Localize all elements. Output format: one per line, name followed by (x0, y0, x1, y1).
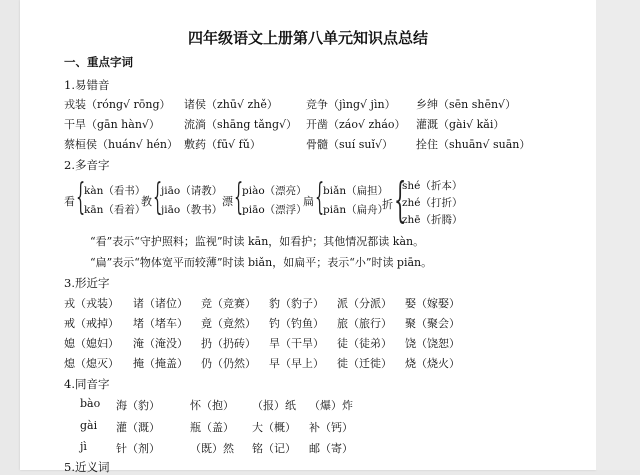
word-item: 钓（钓鱼） (269, 317, 324, 330)
word-item: 扔（扔砖） (201, 337, 256, 350)
word-item: 流淌（shāng tǎng√） (184, 118, 298, 131)
brace-icon: { (315, 177, 325, 218)
word-item: 仍（仍然） (201, 357, 256, 370)
table-row (20, 355, 596, 373)
note-text: “看”表示“守护照料；监视”时读 kān，如看护；其他情况都读 kàn。 (90, 235, 425, 248)
polyphone-group (64, 177, 144, 225)
word-item: 补（钙） (309, 421, 353, 434)
word-item: 堵（堵车） (133, 317, 188, 330)
word-item: （爆）炸 (309, 399, 353, 412)
pinyin-line: kān（看着） (84, 204, 146, 216)
polyphone-group (141, 177, 225, 225)
word-item: 瓶（盖） (190, 421, 234, 434)
word-item: 竞争（jìng√ jìn） (306, 98, 396, 111)
viewer-background (596, 0, 640, 470)
word-item: 娶（嫁娶） (405, 297, 460, 310)
page-title: 四年级语文上册第八单元知识点总结 (187, 29, 428, 47)
table-row (20, 96, 596, 114)
word-item: 敷药（fū√ fǔ） (184, 138, 261, 151)
word-item: 戎装（róng√ rōng） (64, 98, 171, 111)
table-row (20, 295, 596, 313)
polyphone-char: 看 (64, 195, 75, 208)
brace-icon: { (394, 172, 407, 228)
word-item: 旱（干旱） (269, 337, 324, 350)
polyphone-char: 折 (382, 198, 393, 211)
word-item: 戎（戎装） (64, 297, 119, 310)
subheading-xingjin: 3.形近字 (64, 276, 110, 290)
word-item: 邮（寄） (309, 442, 353, 455)
word-item: 熄（熄灭） (64, 357, 119, 370)
polyphone-group (222, 177, 306, 225)
word-item: 掩（掩盖） (133, 357, 188, 370)
word-item: 淹（淹没） (133, 337, 188, 350)
word-item: 诸侯（zhū√ zhě） (184, 98, 278, 111)
pinyin-line: piào（漂亮） (242, 185, 307, 197)
pinyin-line: biǎn（扁担） (323, 185, 389, 197)
word-item: 媳（媳妇） (64, 337, 119, 350)
pinyin-line: kàn（看书） (84, 185, 146, 197)
pinyin-label: jì (80, 440, 87, 453)
word-item: 灌溉（gài√ kǎi） (416, 118, 505, 131)
word-item: 开凿（záo√ zháo） (306, 118, 406, 131)
subheading-tongyin: 4.同音字 (64, 377, 110, 391)
table-row (20, 440, 596, 458)
word-item: 徙（迁徙） (337, 357, 392, 370)
word-item: 怀（抱） (190, 399, 234, 412)
brace-icon: { (234, 177, 244, 218)
word-item: 聚（聚会） (405, 317, 460, 330)
word-item: 骨髓（suí suǐ√） (306, 138, 394, 151)
word-item: 竟（竟然） (201, 317, 256, 330)
word-item: 戒（戒掉） (64, 317, 119, 330)
pinyin-line: jiāo（请教） (161, 185, 223, 197)
word-item: 徒（徒弟） (337, 337, 392, 350)
brace-icon: { (76, 177, 86, 218)
word-item: 早（早上） (269, 357, 324, 370)
table-row (20, 419, 596, 437)
word-item: 旅（旅行） (337, 317, 392, 330)
subheading-jinyi: 5.近义词 (64, 460, 110, 474)
subheading-duoyin: 2.多音字 (64, 158, 110, 172)
word-item: 豹（豹子） (269, 297, 324, 310)
polyphone-group (382, 174, 482, 230)
word-item: 诸（诸位） (133, 297, 188, 310)
pinyin-line: piān（扁舟） (323, 204, 389, 216)
word-item: 铭（记） (252, 442, 296, 455)
pinyin-line: piāo（漂浮） (242, 204, 307, 216)
table-row (20, 315, 596, 333)
pinyin-line: zhé（打折） (402, 197, 463, 209)
word-item: 拴住（shuān√ suān） (416, 138, 531, 151)
word-item: 烧（烧火） (405, 357, 460, 370)
word-item: 干旱（gān hàn√） (64, 118, 160, 131)
word-item: 乡绅（sēn shēn√） (416, 98, 517, 111)
table-row (20, 335, 596, 353)
word-item: 竞（竞赛） (201, 297, 256, 310)
polyphone-char: 漂 (222, 195, 233, 208)
word-item: 针（剂） (116, 442, 160, 455)
word-item: 饶（饶恕） (405, 337, 460, 350)
pinyin-line: jiāo（教书） (161, 204, 223, 216)
table-row (20, 397, 596, 415)
pinyin-line: zhē（折腾） (402, 214, 463, 226)
document-page (20, 0, 596, 474)
pinyin-line: shé（折本） (402, 180, 463, 192)
table-row (20, 136, 596, 154)
word-item: 蔡桓侯（huán√ hén） (64, 138, 178, 151)
word-item: 大（概） (252, 421, 296, 434)
word-item: 派（分派） (337, 297, 392, 310)
pinyin-label: gài (80, 419, 98, 432)
polyphone-char: 扁 (303, 195, 314, 208)
pinyin-label: bào (80, 397, 101, 410)
word-item: 灌（溉） (116, 421, 160, 434)
polyphone-char: 教 (141, 195, 152, 208)
word-item: 海（豹） (116, 399, 160, 412)
brace-icon: { (153, 177, 163, 218)
subheading-yicuo: 1.易错音 (64, 78, 110, 92)
word-item: （报）纸 (252, 399, 296, 412)
note-text: “扁”表示“物体宽平而较薄”时读 biǎn，如扁平；表示“小”时读 piān。 (90, 256, 433, 269)
table-row (20, 116, 596, 134)
section-heading: 一、重点字词 (64, 55, 133, 69)
word-item: （既）然 (190, 442, 234, 455)
polyphone-group (303, 177, 387, 225)
